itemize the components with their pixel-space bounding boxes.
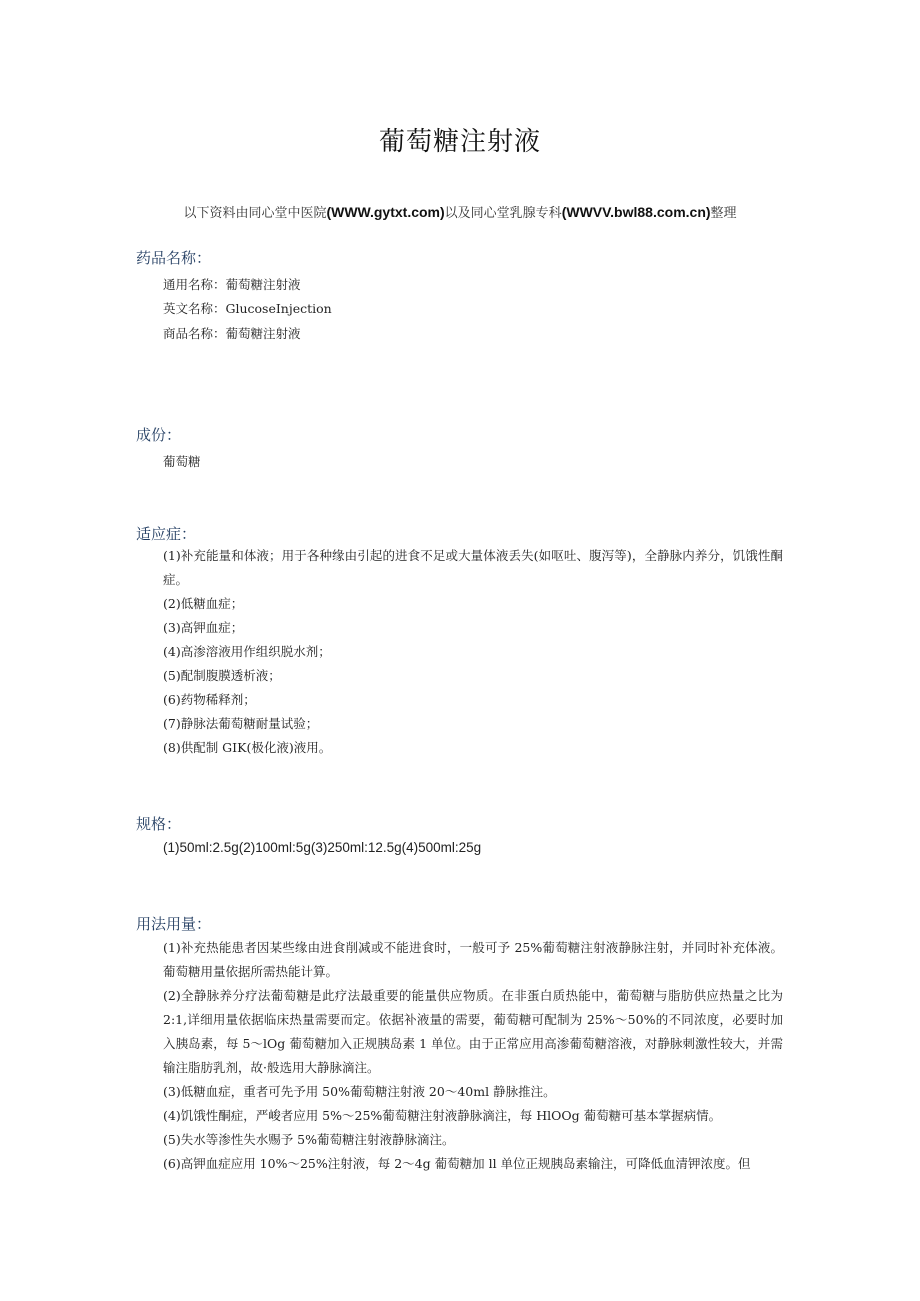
source-url-1: (WWW.gytxt.com) [326, 204, 445, 220]
dosage-item: (6)高钾血症应用 10%～25%注射液，每 2～4g 葡萄糖加 ll 单位正规胰岛素输注，可降低血清钾浓度。但 [163, 1156, 751, 1171]
source-prefix: 以下资料由同心堂中医院 [183, 206, 327, 221]
section-heading-composition: 成份： [136, 426, 182, 444]
indication-item: (1)补充能量和体液；用于各种缘由引起的进食不足或大量体液丢失(如呕吐、腹泻等)，全静脉内养分，饥饿性酮症。 [163, 548, 783, 587]
indication-item: (5)配制腹膜透析液； [163, 668, 281, 683]
generic-name: 通用名称：葡萄糖注射液 [163, 277, 301, 292]
composition-text: 葡萄糖 [163, 454, 201, 469]
source-note [0, 202, 920, 221]
indication-item: (8)供配制 GIK(极化液)液用。 [163, 740, 332, 755]
dosage-list [163, 936, 783, 1176]
indication-item: (3)高钾血症； [163, 620, 244, 635]
dosage-item: (5)失水等渗性失水赐予 5%葡萄糖注射液静脉滴注。 [163, 1132, 455, 1147]
trade-name: 商品名称：葡萄糖注射液 [163, 326, 301, 341]
english-name: 英文名称：GlucoseInjection [163, 301, 332, 316]
indications-list [163, 544, 783, 760]
dosage-item: (4)饥饿性酮症，严峻者应用 5%～25%葡萄糖注射液静脉滴注，每 HlOOg 葡萄糖可基本掌握病情。 [163, 1108, 722, 1123]
source-url-2: (WWVV.bwl88.com.cn) [561, 204, 711, 220]
indication-item: (2)低糖血症； [163, 596, 244, 611]
dosage-item: (3)低糖血症，重者可先予用 50%葡萄糖注射液 20～40ml 静脉推注。 [163, 1084, 556, 1099]
indication-item: (4)高渗溶液用作组织脱水剂； [163, 644, 331, 659]
dosage-item: (1)补充热能患者因某些缘由进食削减或不能进食时，一般可予 25%葡萄糖注射液静脉注射，并同时补充体液。葡萄糖用量依据所需热能计算。 [163, 940, 783, 979]
source-middle: 以及同心堂乳腺专科 [444, 206, 562, 221]
indication-item: (7)静脉法葡萄糖耐量试验； [163, 716, 319, 731]
section-heading-dosage: 用法用量： [136, 915, 212, 933]
dosage-item: (2)全静脉养分疗法葡萄糖是此疗法最重要的能量供应物质。在非蛋白质热能中，葡萄糖与脂肪供应热量之比为 2:1,详细用量依据临床热量需要而定。依据补液量的需要，葡萄糖可配制为 25%～50%的不同浓度，必要时加入胰岛素，每 5～lOg 葡萄糖加入正规胰岛素 1 单位。由于正常应用高渗葡萄糖溶液，对静脉刺激性较大，并需输注脂肪乳剂，故·般选用大静脉滴注。 [163, 988, 783, 1075]
page-title: 葡萄糖注射液 [378, 127, 541, 157]
section-heading-specification: 规格： [136, 815, 182, 833]
source-suffix: 整理 [710, 206, 737, 221]
section-heading-indications: 适应症： [136, 525, 197, 543]
section-heading-drug-name: 药品名称： [136, 249, 212, 267]
specification-text: (1)50ml:2.5g(2)100ml:5g(3)250ml:12.5g(4)500ml:25g [163, 840, 482, 855]
indication-item: (6)药物稀释剂； [163, 692, 256, 707]
